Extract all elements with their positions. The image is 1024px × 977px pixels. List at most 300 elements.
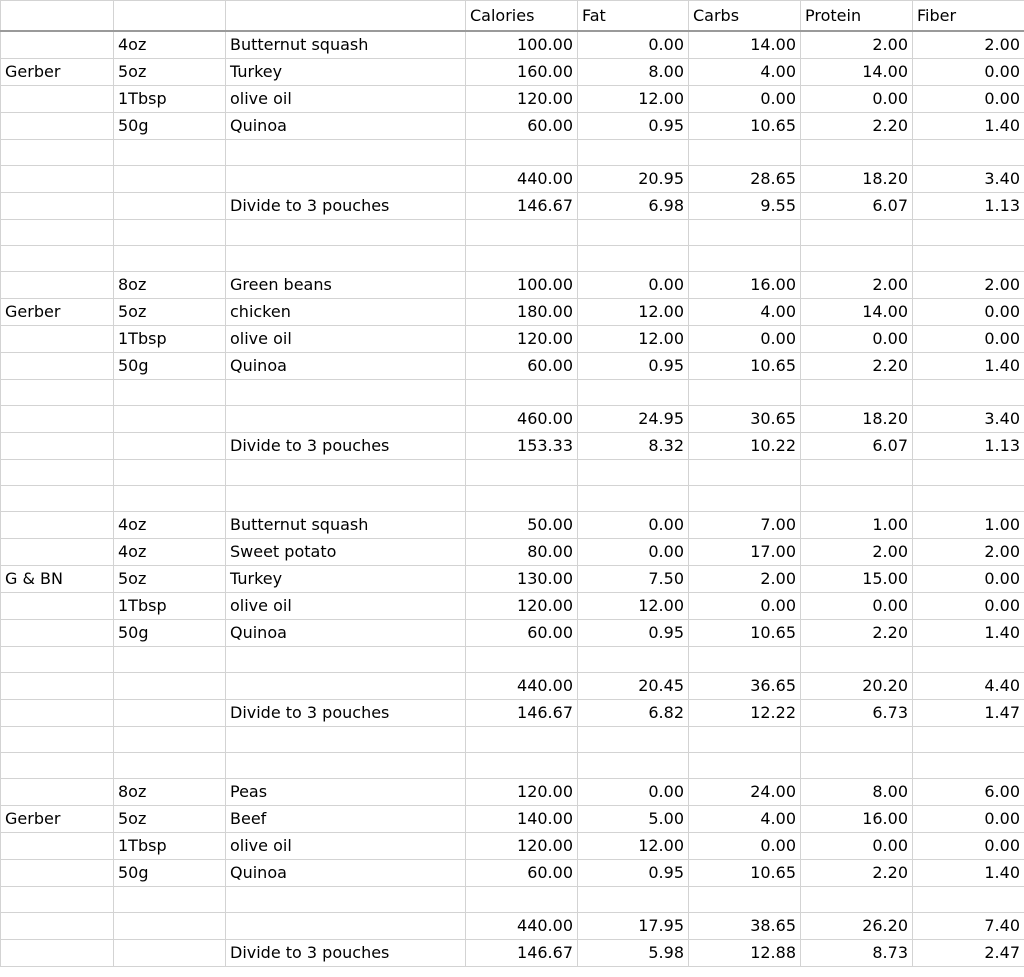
cell-ingredient[interactable]: Divide to 3 pouches [226, 433, 466, 460]
cell-amount[interactable]: 5oz [114, 806, 226, 833]
table-row [1, 860, 1024, 887]
cell-ingredient[interactable] [226, 140, 466, 166]
cell-amount[interactable]: 4oz [114, 512, 226, 539]
cell-fiber[interactable] [913, 140, 1024, 166]
cell-protein[interactable] [801, 220, 913, 246]
cell-ingredient[interactable] [226, 887, 466, 913]
cell-calories[interactable] [466, 647, 578, 673]
cell-fiber[interactable]: 0.00 [913, 833, 1024, 860]
cell-fat[interactable]: 8.32 [578, 433, 689, 460]
cell-carbs[interactable] [689, 753, 801, 779]
cell-ingredient[interactable]: Green beans [226, 272, 466, 299]
cell-brand[interactable] [1, 166, 114, 193]
cell-amount[interactable] [114, 753, 226, 779]
cell-amount[interactable] [114, 913, 226, 940]
cell-protein[interactable]: 18.20 [801, 166, 913, 193]
cell-calories[interactable]: 60.00 [466, 620, 578, 647]
header-cell-calories[interactable]: Calories [466, 1, 578, 32]
cell-amount[interactable] [114, 246, 226, 272]
cell-calories[interactable] [466, 140, 578, 166]
cell-calories[interactable]: 440.00 [466, 913, 578, 940]
cell-brand[interactable] [1, 673, 114, 700]
cell-protein[interactable] [801, 380, 913, 406]
cell-fat[interactable] [578, 727, 689, 753]
cell-ingredient[interactable]: Turkey [226, 566, 466, 593]
cell-amount[interactable]: 50g [114, 353, 226, 380]
cell-carbs[interactable] [689, 246, 801, 272]
header-cell-brand[interactable] [1, 1, 114, 32]
header-row [1, 1, 1024, 32]
cell-protein[interactable]: 2.20 [801, 353, 913, 380]
cell-carbs[interactable]: 0.00 [689, 86, 801, 113]
cell-calories[interactable]: 100.00 [466, 31, 578, 59]
cell-fiber[interactable] [913, 753, 1024, 779]
cell-calories[interactable]: 130.00 [466, 566, 578, 593]
cell-fiber[interactable] [913, 647, 1024, 673]
cell-amount[interactable] [114, 220, 226, 246]
cell-amount[interactable] [114, 193, 226, 220]
cell-protein[interactable] [801, 140, 913, 166]
cell-amount[interactable] [114, 727, 226, 753]
cell-brand[interactable] [1, 940, 114, 967]
cell-calories[interactable] [466, 460, 578, 486]
cell-fat[interactable]: 0.00 [578, 512, 689, 539]
cell-protein[interactable]: 14.00 [801, 59, 913, 86]
cell-ingredient[interactable]: Quinoa [226, 113, 466, 140]
cell-fiber[interactable]: 1.40 [913, 353, 1024, 380]
cell-fat[interactable] [578, 380, 689, 406]
cell-calories[interactable] [466, 727, 578, 753]
cell-brand[interactable]: Gerber [1, 59, 114, 86]
cell-calories[interactable] [466, 486, 578, 512]
cell-calories[interactable] [466, 246, 578, 272]
cell-calories[interactable]: 120.00 [466, 779, 578, 806]
cell-ingredient[interactable] [226, 727, 466, 753]
cell-protein[interactable]: 15.00 [801, 566, 913, 593]
cell-fiber[interactable] [913, 220, 1024, 246]
cell-protein[interactable]: 2.00 [801, 31, 913, 59]
cell-amount[interactable] [114, 940, 226, 967]
cell-brand[interactable] [1, 860, 114, 887]
cell-brand[interactable] [1, 913, 114, 940]
cell-fat[interactable]: 7.50 [578, 566, 689, 593]
cell-fiber[interactable]: 3.40 [913, 166, 1024, 193]
cell-calories[interactable]: 460.00 [466, 406, 578, 433]
cell-fiber[interactable]: 2.00 [913, 539, 1024, 566]
cell-fat[interactable] [578, 246, 689, 272]
cell-brand[interactable] [1, 86, 114, 113]
cell-ingredient[interactable]: Peas [226, 779, 466, 806]
cell-amount[interactable]: 4oz [114, 539, 226, 566]
cell-fat[interactable]: 0.00 [578, 272, 689, 299]
cell-calories[interactable]: 120.00 [466, 86, 578, 113]
cell-amount[interactable] [114, 406, 226, 433]
cell-amount[interactable]: 5oz [114, 299, 226, 326]
cell-carbs[interactable]: 36.65 [689, 673, 801, 700]
cell-brand[interactable] [1, 512, 114, 539]
cell-protein[interactable]: 26.20 [801, 913, 913, 940]
cell-fat[interactable]: 12.00 [578, 299, 689, 326]
cell-fiber[interactable]: 1.40 [913, 860, 1024, 887]
cell-brand[interactable] [1, 779, 114, 806]
cell-protein[interactable]: 2.20 [801, 620, 913, 647]
table-row [1, 779, 1024, 806]
cell-protein[interactable]: 1.00 [801, 512, 913, 539]
cell-fat[interactable]: 0.00 [578, 539, 689, 566]
cell-calories[interactable]: 80.00 [466, 539, 578, 566]
cell-carbs[interactable]: 16.00 [689, 272, 801, 299]
cell-carbs[interactable]: 4.00 [689, 299, 801, 326]
cell-fiber[interactable]: 1.47 [913, 700, 1024, 727]
cell-fat[interactable] [578, 647, 689, 673]
cell-ingredient[interactable] [226, 166, 466, 193]
cell-brand[interactable] [1, 593, 114, 620]
cell-fat[interactable]: 12.00 [578, 326, 689, 353]
cell-protein[interactable]: 16.00 [801, 806, 913, 833]
cell-carbs[interactable]: 4.00 [689, 59, 801, 86]
cell-brand[interactable] [1, 220, 114, 246]
cell-fat[interactable] [578, 220, 689, 246]
cell-carbs[interactable] [689, 647, 801, 673]
cell-amount[interactable]: 5oz [114, 59, 226, 86]
cell-ingredient[interactable]: olive oil [226, 86, 466, 113]
cell-fiber[interactable]: 0.00 [913, 86, 1024, 113]
cell-fat[interactable]: 8.00 [578, 59, 689, 86]
cell-protein[interactable]: 2.00 [801, 272, 913, 299]
cell-fiber[interactable]: 7.40 [913, 913, 1024, 940]
cell-amount[interactable]: 5oz [114, 566, 226, 593]
cell-amount[interactable]: 4oz [114, 31, 226, 59]
cell-fiber[interactable] [913, 727, 1024, 753]
cell-calories[interactable]: 146.67 [466, 193, 578, 220]
cell-carbs[interactable]: 9.55 [689, 193, 801, 220]
cell-fat[interactable] [578, 753, 689, 779]
cell-carbs[interactable]: 38.65 [689, 913, 801, 940]
cell-carbs[interactable]: 7.00 [689, 512, 801, 539]
cell-brand[interactable]: Gerber [1, 806, 114, 833]
cell-amount[interactable]: 8oz [114, 272, 226, 299]
cell-ingredient[interactable] [226, 486, 466, 512]
header-cell-fat[interactable]: Fat [578, 1, 689, 32]
cell-calories[interactable]: 140.00 [466, 806, 578, 833]
cell-amount[interactable]: 50g [114, 113, 226, 140]
cell-amount[interactable]: 1Tbsp [114, 86, 226, 113]
cell-protein[interactable]: 8.00 [801, 779, 913, 806]
cell-fat[interactable]: 0.00 [578, 779, 689, 806]
cell-carbs[interactable] [689, 727, 801, 753]
cell-fiber[interactable]: 1.13 [913, 433, 1024, 460]
cell-amount[interactable] [114, 673, 226, 700]
cell-carbs[interactable]: 10.65 [689, 620, 801, 647]
cell-ingredient[interactable] [226, 380, 466, 406]
cell-ingredient[interactable]: olive oil [226, 833, 466, 860]
cell-fat[interactable] [578, 486, 689, 512]
cell-protein[interactable]: 0.00 [801, 833, 913, 860]
cell-fat[interactable]: 0.95 [578, 113, 689, 140]
cell-protein[interactable]: 2.20 [801, 860, 913, 887]
cell-protein[interactable] [801, 460, 913, 486]
cell-fiber[interactable]: 0.00 [913, 806, 1024, 833]
cell-protein[interactable] [801, 753, 913, 779]
cell-brand[interactable] [1, 887, 114, 913]
cell-amount[interactable] [114, 433, 226, 460]
cell-calories[interactable]: 120.00 [466, 326, 578, 353]
header-cell-protein[interactable]: Protein [801, 1, 913, 32]
cell-brand[interactable] [1, 380, 114, 406]
cell-amount[interactable]: 1Tbsp [114, 326, 226, 353]
cell-fat[interactable]: 17.95 [578, 913, 689, 940]
cell-fat[interactable]: 20.45 [578, 673, 689, 700]
cell-calories[interactable] [466, 380, 578, 406]
cell-amount[interactable]: 50g [114, 860, 226, 887]
cell-calories[interactable] [466, 887, 578, 913]
cell-brand[interactable] [1, 406, 114, 433]
cell-calories[interactable]: 146.67 [466, 940, 578, 967]
cell-fat[interactable]: 5.98 [578, 940, 689, 967]
cell-ingredient[interactable]: Divide to 3 pouches [226, 193, 466, 220]
cell-protein[interactable]: 8.73 [801, 940, 913, 967]
cell-carbs[interactable]: 10.65 [689, 113, 801, 140]
cell-fat[interactable]: 12.00 [578, 833, 689, 860]
cell-ingredient[interactable]: Turkey [226, 59, 466, 86]
cell-carbs[interactable]: 12.88 [689, 940, 801, 967]
cell-calories[interactable]: 60.00 [466, 860, 578, 887]
cell-amount[interactable] [114, 460, 226, 486]
cell-calories[interactable] [466, 220, 578, 246]
cell-fat[interactable]: 0.95 [578, 620, 689, 647]
cell-brand[interactable]: Gerber [1, 299, 114, 326]
cell-fiber[interactable]: 3.40 [913, 406, 1024, 433]
cell-carbs[interactable]: 24.00 [689, 779, 801, 806]
cell-protein[interactable]: 2.20 [801, 113, 913, 140]
cell-amount[interactable]: 50g [114, 620, 226, 647]
cell-brand[interactable] [1, 31, 114, 59]
cell-ingredient[interactable]: Divide to 3 pouches [226, 940, 466, 967]
cell-brand[interactable] [1, 727, 114, 753]
cell-protein[interactable]: 6.07 [801, 193, 913, 220]
cell-calories[interactable]: 153.33 [466, 433, 578, 460]
cell-fiber[interactable]: 2.47 [913, 940, 1024, 967]
cell-fat[interactable]: 0.00 [578, 31, 689, 59]
cell-amount[interactable]: 8oz [114, 779, 226, 806]
header-cell-fiber[interactable]: Fiber [913, 1, 1024, 32]
cell-carbs[interactable] [689, 887, 801, 913]
cell-brand[interactable] [1, 353, 114, 380]
cell-brand[interactable] [1, 753, 114, 779]
cell-brand[interactable] [1, 433, 114, 460]
header-cell-ingredient[interactable] [226, 1, 466, 32]
cell-protein[interactable]: 6.07 [801, 433, 913, 460]
cell-carbs[interactable]: 10.65 [689, 860, 801, 887]
cell-carbs[interactable]: 12.22 [689, 700, 801, 727]
cell-protein[interactable]: 0.00 [801, 86, 913, 113]
cell-fat[interactable]: 24.95 [578, 406, 689, 433]
cell-protein[interactable] [801, 727, 913, 753]
table-row [1, 140, 1024, 166]
cell-calories[interactable]: 180.00 [466, 299, 578, 326]
cell-calories[interactable]: 120.00 [466, 593, 578, 620]
cell-protein[interactable]: 20.20 [801, 673, 913, 700]
cell-ingredient[interactable] [226, 753, 466, 779]
cell-fiber[interactable]: 6.00 [913, 779, 1024, 806]
cell-protein[interactable] [801, 887, 913, 913]
cell-ingredient[interactable]: Beef [226, 806, 466, 833]
table-row [1, 512, 1024, 539]
cell-amount[interactable] [114, 486, 226, 512]
cell-carbs[interactable]: 30.65 [689, 406, 801, 433]
cell-calories[interactable]: 440.00 [466, 673, 578, 700]
cell-fat[interactable]: 5.00 [578, 806, 689, 833]
cell-fat[interactable]: 0.95 [578, 860, 689, 887]
cell-calories[interactable]: 100.00 [466, 272, 578, 299]
cell-carbs[interactable]: 10.22 [689, 433, 801, 460]
cell-calories[interactable]: 160.00 [466, 59, 578, 86]
cell-ingredient[interactable] [226, 406, 466, 433]
cell-ingredient[interactable] [226, 913, 466, 940]
cell-protein[interactable]: 6.73 [801, 700, 913, 727]
cell-fiber[interactable]: 1.13 [913, 193, 1024, 220]
cell-calories[interactable]: 60.00 [466, 113, 578, 140]
header-row-group [1, 1, 1024, 32]
cell-brand[interactable] [1, 246, 114, 272]
cell-fat[interactable] [578, 887, 689, 913]
cell-fiber[interactable]: 1.40 [913, 620, 1024, 647]
cell-brand[interactable] [1, 539, 114, 566]
cell-carbs[interactable]: 2.00 [689, 566, 801, 593]
cell-carbs[interactable]: 0.00 [689, 326, 801, 353]
cell-protein[interactable] [801, 246, 913, 272]
cell-fiber[interactable]: 0.00 [913, 566, 1024, 593]
cell-ingredient[interactable] [226, 647, 466, 673]
table-row [1, 593, 1024, 620]
cell-amount[interactable] [114, 166, 226, 193]
cell-ingredient[interactable] [226, 460, 466, 486]
table-row [1, 620, 1024, 647]
cell-fiber[interactable]: 2.00 [913, 272, 1024, 299]
cell-carbs[interactable]: 0.00 [689, 593, 801, 620]
cell-fiber[interactable]: 4.40 [913, 673, 1024, 700]
cell-carbs[interactable] [689, 380, 801, 406]
cell-protein[interactable]: 0.00 [801, 326, 913, 353]
cell-ingredient[interactable]: Quinoa [226, 860, 466, 887]
cell-amount[interactable] [114, 647, 226, 673]
cell-fiber[interactable]: 1.40 [913, 113, 1024, 140]
cell-ingredient[interactable]: Butternut squash [226, 512, 466, 539]
cell-brand[interactable] [1, 326, 114, 353]
cell-ingredient[interactable] [226, 246, 466, 272]
cell-protein[interactable]: 2.00 [801, 539, 913, 566]
cell-fiber[interactable]: 0.00 [913, 326, 1024, 353]
cell-calories[interactable] [466, 753, 578, 779]
cell-carbs[interactable] [689, 460, 801, 486]
cell-brand[interactable] [1, 193, 114, 220]
cell-brand[interactable] [1, 700, 114, 727]
cell-fiber[interactable] [913, 486, 1024, 512]
cell-carbs[interactable] [689, 140, 801, 166]
cell-brand[interactable]: G & BN [1, 566, 114, 593]
cell-brand[interactable] [1, 620, 114, 647]
cell-fiber[interactable] [913, 887, 1024, 913]
cell-amount[interactable] [114, 700, 226, 727]
cell-protein[interactable]: 14.00 [801, 299, 913, 326]
cell-ingredient[interactable]: chicken [226, 299, 466, 326]
cell-fat[interactable]: 6.82 [578, 700, 689, 727]
cell-carbs[interactable]: 14.00 [689, 31, 801, 59]
cell-brand[interactable] [1, 460, 114, 486]
cell-amount[interactable] [114, 380, 226, 406]
cell-carbs[interactable]: 28.65 [689, 166, 801, 193]
cell-amount[interactable]: 1Tbsp [114, 833, 226, 860]
cell-ingredient[interactable]: olive oil [226, 593, 466, 620]
cell-calories[interactable]: 440.00 [466, 166, 578, 193]
header-cell-carbs[interactable]: Carbs [689, 1, 801, 32]
cell-calories[interactable]: 60.00 [466, 353, 578, 380]
cell-fat[interactable] [578, 140, 689, 166]
cell-carbs[interactable]: 4.00 [689, 806, 801, 833]
cell-protein[interactable] [801, 647, 913, 673]
cell-brand[interactable] [1, 140, 114, 166]
cell-fat[interactable]: 0.95 [578, 353, 689, 380]
cell-ingredient[interactable]: Quinoa [226, 620, 466, 647]
cell-amount[interactable] [114, 887, 226, 913]
cell-fat[interactable]: 20.95 [578, 166, 689, 193]
cell-calories[interactable]: 50.00 [466, 512, 578, 539]
cell-ingredient[interactable]: Sweet potato [226, 539, 466, 566]
table-row [1, 539, 1024, 566]
cell-carbs[interactable]: 0.00 [689, 833, 801, 860]
cell-fiber[interactable] [913, 380, 1024, 406]
cell-fiber[interactable]: 0.00 [913, 593, 1024, 620]
table-row [1, 913, 1024, 940]
cell-brand[interactable] [1, 833, 114, 860]
cell-ingredient[interactable] [226, 220, 466, 246]
cell-brand[interactable] [1, 486, 114, 512]
cell-amount[interactable]: 1Tbsp [114, 593, 226, 620]
cell-carbs[interactable]: 17.00 [689, 539, 801, 566]
cell-fiber[interactable] [913, 246, 1024, 272]
cell-fat[interactable]: 12.00 [578, 86, 689, 113]
cell-brand[interactable] [1, 647, 114, 673]
cell-carbs[interactable] [689, 220, 801, 246]
cell-carbs[interactable] [689, 486, 801, 512]
cell-brand[interactable] [1, 272, 114, 299]
cell-fiber[interactable]: 0.00 [913, 59, 1024, 86]
table-row [1, 113, 1024, 140]
cell-ingredient[interactable] [226, 673, 466, 700]
cell-ingredient[interactable]: Butternut squash [226, 31, 466, 59]
cell-amount[interactable] [114, 140, 226, 166]
cell-fiber[interactable]: 2.00 [913, 31, 1024, 59]
cell-protein[interactable]: 0.00 [801, 593, 913, 620]
cell-fiber[interactable]: 0.00 [913, 299, 1024, 326]
cell-fat[interactable]: 6.98 [578, 193, 689, 220]
cell-fiber[interactable] [913, 460, 1024, 486]
header-cell-amount[interactable] [114, 1, 226, 32]
cell-carbs[interactable]: 10.65 [689, 353, 801, 380]
cell-ingredient[interactable]: Quinoa [226, 353, 466, 380]
cell-brand[interactable] [1, 113, 114, 140]
cell-fat[interactable] [578, 460, 689, 486]
cell-calories[interactable]: 146.67 [466, 700, 578, 727]
cell-protein[interactable]: 18.20 [801, 406, 913, 433]
cell-calories[interactable]: 120.00 [466, 833, 578, 860]
cell-fat[interactable]: 12.00 [578, 593, 689, 620]
cell-fiber[interactable]: 1.00 [913, 512, 1024, 539]
cell-ingredient[interactable]: Divide to 3 pouches [226, 700, 466, 727]
cell-ingredient[interactable]: olive oil [226, 326, 466, 353]
cell-protein[interactable] [801, 486, 913, 512]
table-row [1, 299, 1024, 326]
